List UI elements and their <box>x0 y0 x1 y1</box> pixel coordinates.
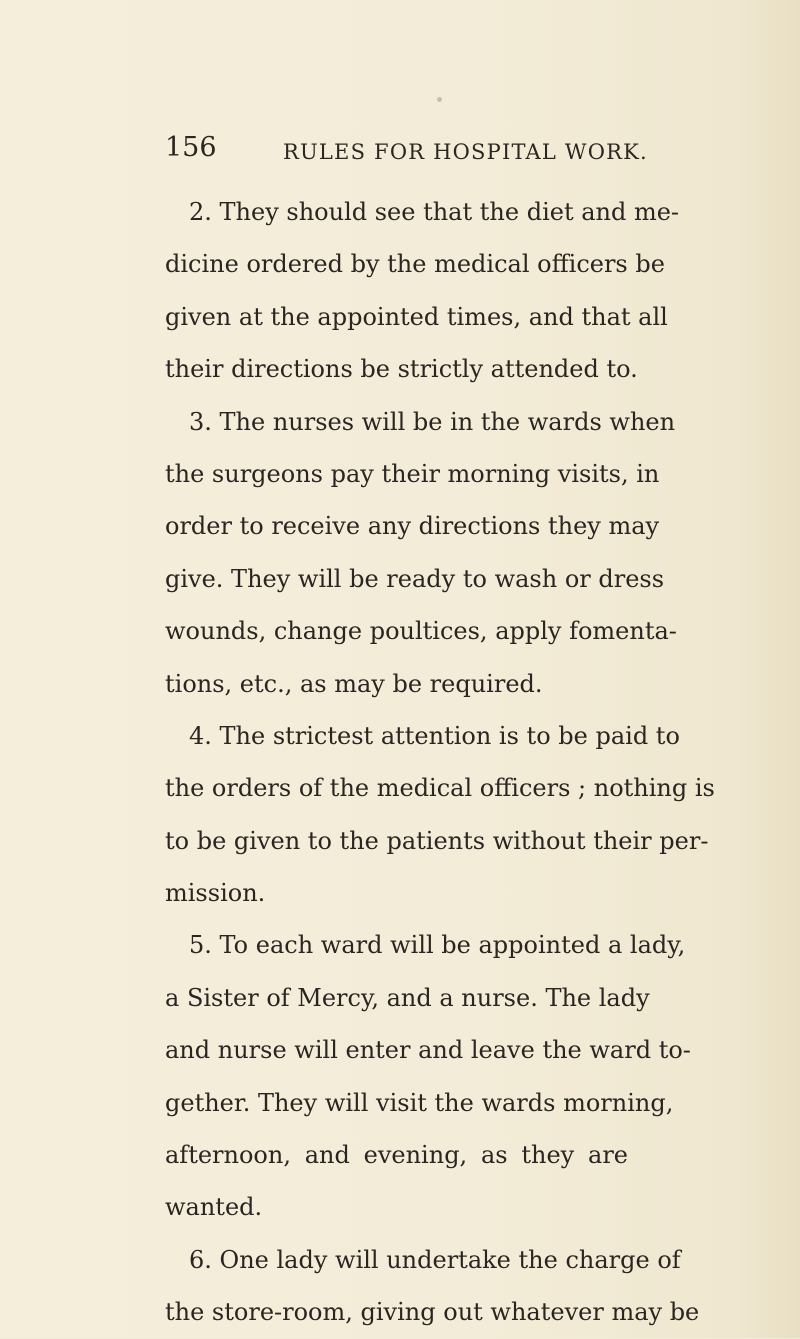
page-header <box>165 128 648 168</box>
text-line: a Sister of Mercy, and a nurse. The lady <box>165 983 650 1012</box>
paper-speck <box>437 97 442 102</box>
text-line: the store-room, giving out whatever may be <box>165 1298 700 1327</box>
text-line: and nurse will enter and leave the ward to- <box>165 1036 691 1065</box>
page-number: 156 <box>165 132 217 163</box>
text-line: wanted. <box>165 1193 263 1222</box>
text-line: the orders of the medical officers ; nothing is <box>165 774 715 803</box>
body-text <box>165 186 715 1339</box>
running-head: RULES FOR HOSPITAL WORK. <box>283 140 648 164</box>
text-line: tions, etc., as may be required. <box>165 669 543 698</box>
text-line: 6. One lady will undertake the charge of <box>189 1245 681 1274</box>
text-line: 3. The nurses will be in the wards when <box>189 407 676 436</box>
text-line: give. They will be ready to wash or dress <box>165 564 665 593</box>
text-line: the surgeons pay their morning visits, in <box>165 459 660 488</box>
text-line: their directions be strictly attended to. <box>165 355 638 384</box>
text-line: to be given to the patients without their per- <box>165 826 709 855</box>
text-line: wounds, change poultices, apply fomenta- <box>165 617 677 646</box>
text-line: given at the appointed times, and that all <box>165 302 668 331</box>
text-line: 4. The strictest attention is to be paid to <box>189 721 680 750</box>
text-line: afternoon, and evening, as they are <box>165 1141 628 1170</box>
text-line: order to receive any directions they may <box>165 512 660 541</box>
text-line: mission. <box>165 879 266 908</box>
text-line: 5. To each ward will be appointed a lady, <box>189 931 686 960</box>
text-line: dicine ordered by the medical officers be <box>165 250 665 279</box>
text-line: gether. They will visit the wards morning, <box>165 1088 674 1117</box>
text-line: 2. They should see that the diet and me- <box>189 198 680 226</box>
